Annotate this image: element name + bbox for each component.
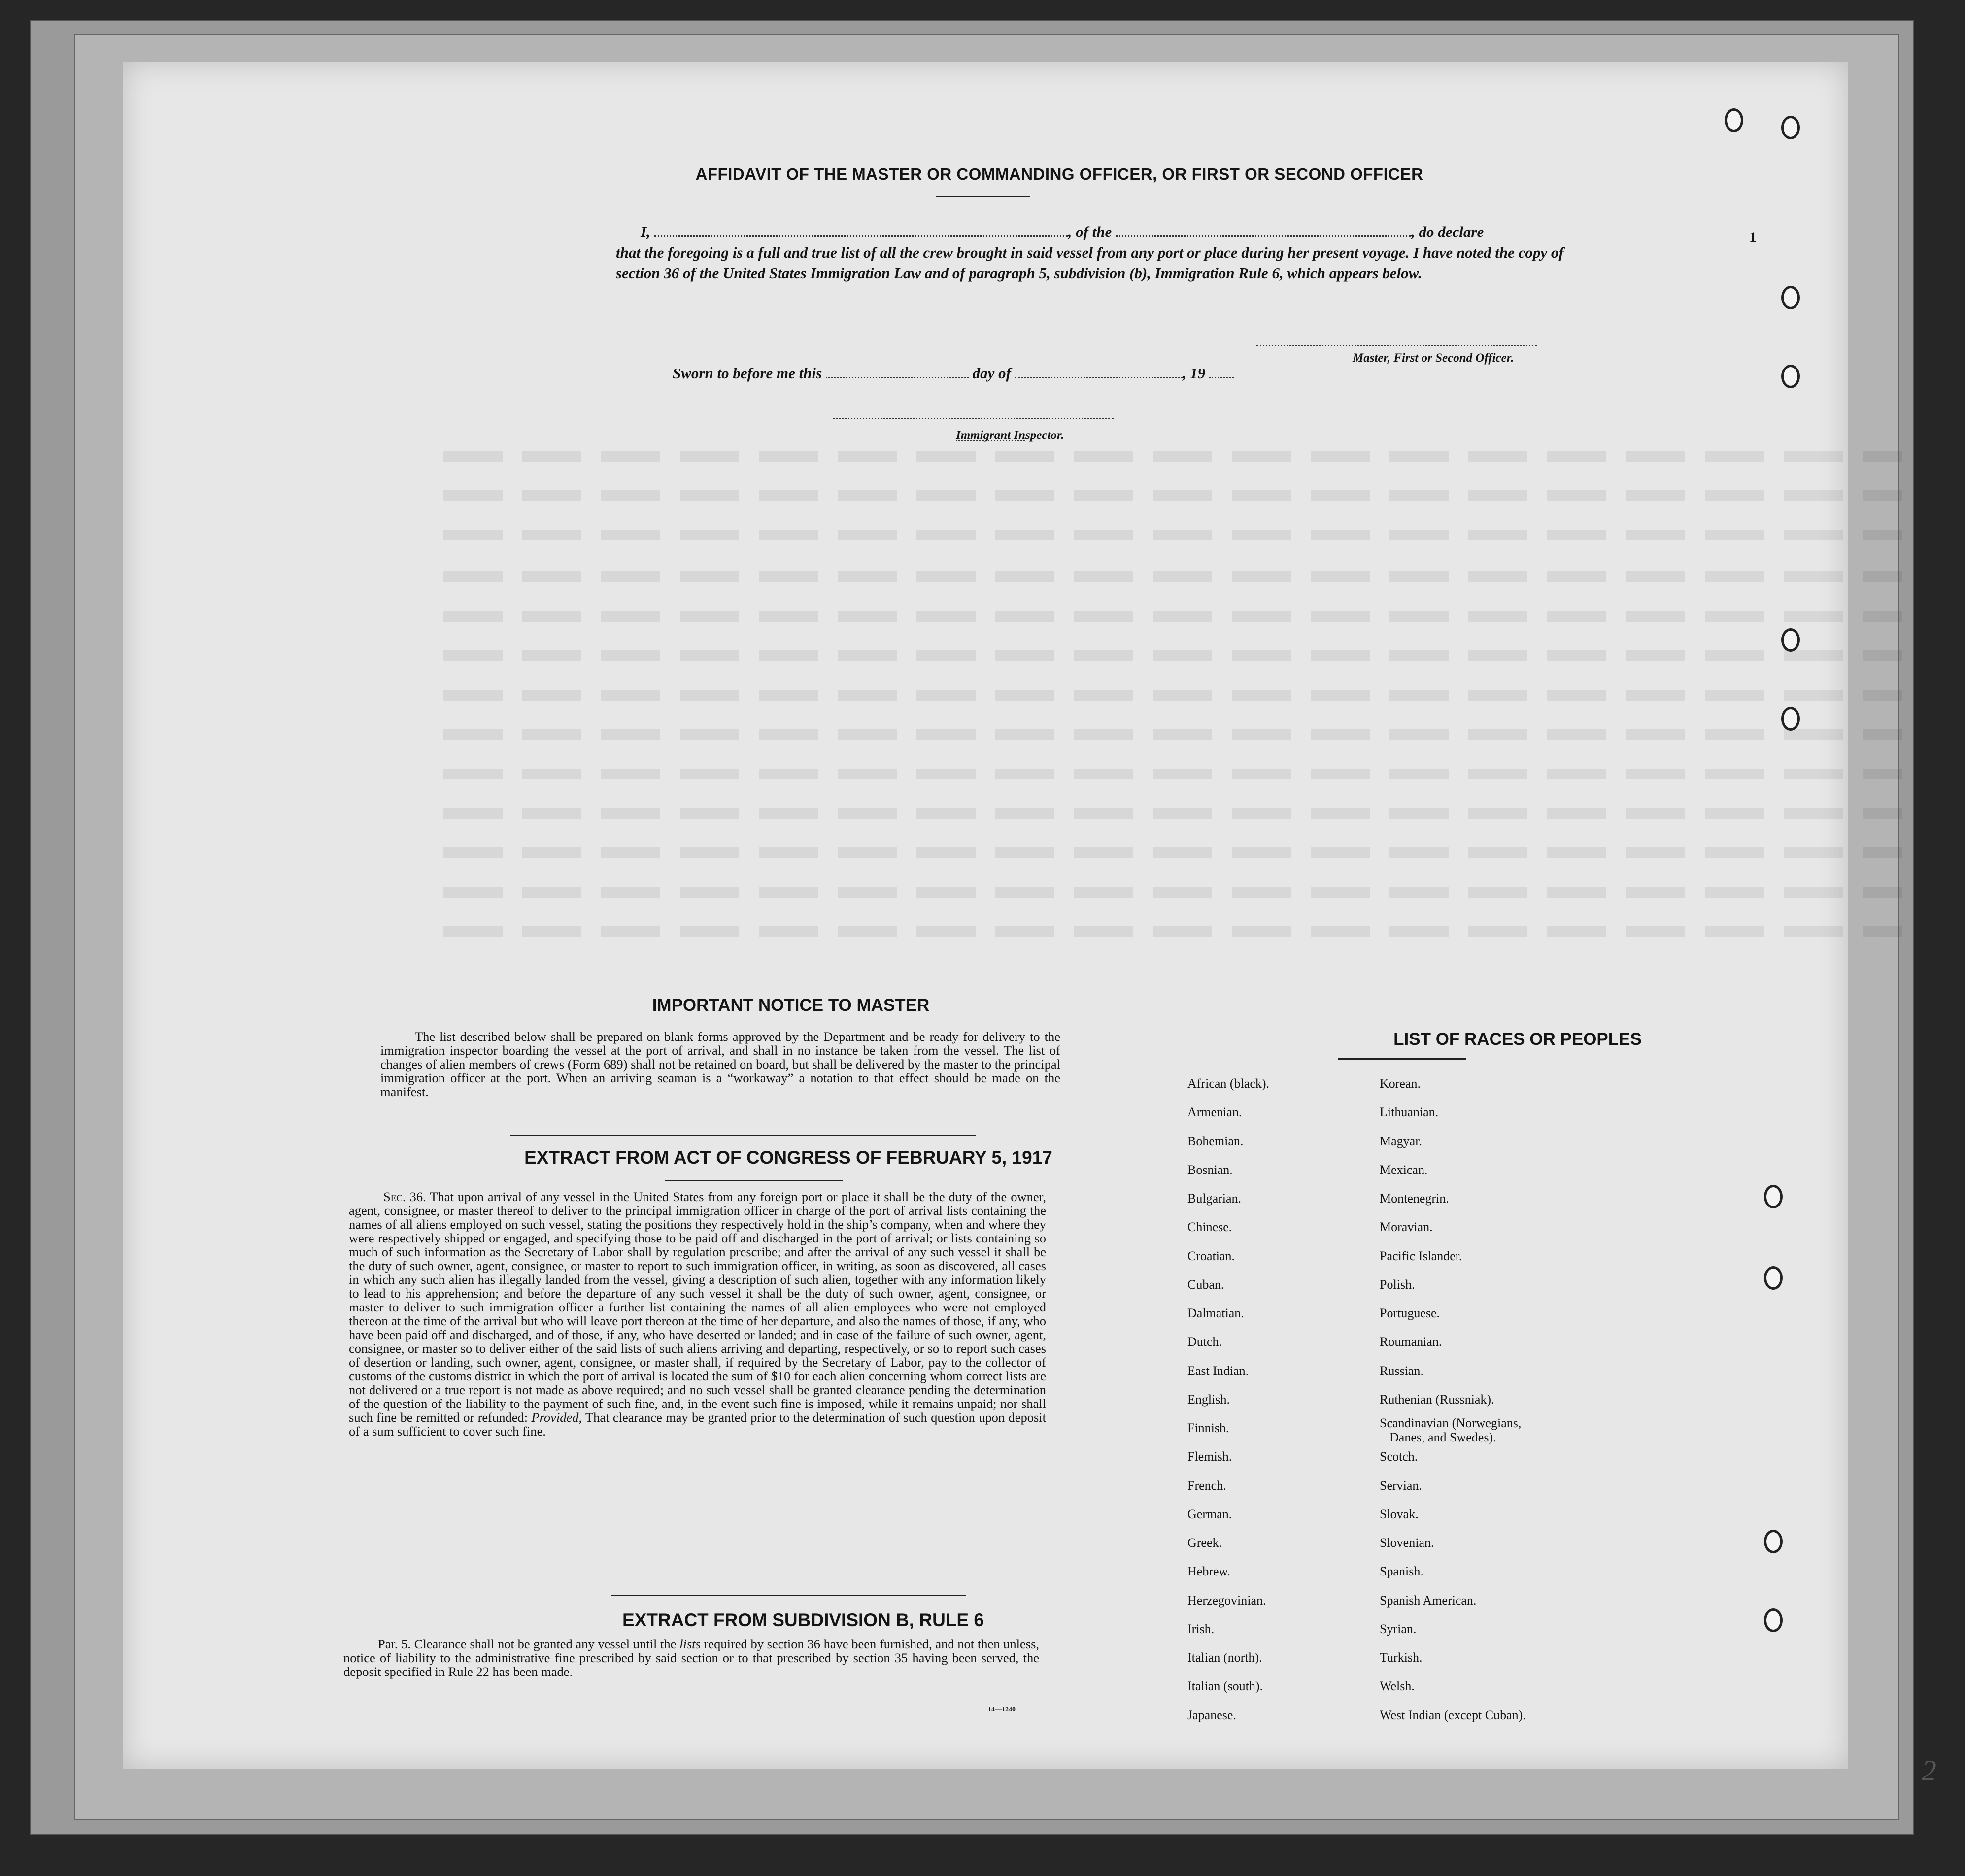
bleed-through-row xyxy=(443,690,1902,701)
rule-body-b: required by section 36 have been furnished, and not then unless, notice of liability to the administrative fine prescribed by said section or to that prescribed by section 35 having been served, the deposit specified in Rule 22 has been made. xyxy=(343,1637,1040,1679)
binder-hole xyxy=(1781,707,1800,731)
binder-hole xyxy=(1764,1608,1783,1632)
race-item: East Indian. xyxy=(1187,1364,1249,1378)
sworn-year-prefix: , 19 xyxy=(1182,365,1206,382)
affidavit-title: AFFIDAVIT OF THE MASTER OR COMMANDING OFFICER, OR FIRST OR SECOND OFFICER xyxy=(695,165,1423,183)
of-the-label: , of the xyxy=(1068,223,1112,240)
master-signature-caption: Master, First or Second Officer. xyxy=(1353,351,1514,365)
race-item: Turkish. xyxy=(1380,1650,1423,1665)
extract-rule-title: EXTRACT FROM SUBDIVISION B, RULE 6 xyxy=(622,1610,984,1630)
race-item: Scotch. xyxy=(1380,1449,1418,1464)
section-rule xyxy=(510,1135,976,1136)
pencil-annotation: 2 xyxy=(1922,1754,1936,1787)
rule-body-a: Par. 5. Clearance shall not be granted any vessel until the xyxy=(378,1637,677,1651)
declaration-line-1 xyxy=(616,222,1577,242)
race-item: West Indian (except Cuban). xyxy=(1380,1708,1526,1722)
race-item: German. xyxy=(1187,1507,1232,1521)
page-number: 1 xyxy=(1749,229,1757,245)
race-item: Pacific Islander. xyxy=(1380,1249,1462,1263)
race-item: Cuban. xyxy=(1187,1277,1224,1292)
sworn-prefix: Sworn to before me this xyxy=(673,365,822,382)
race-item: Scandinavian (Norwegians, xyxy=(1380,1416,1522,1430)
section-body: That upon arrival of any vessel in the United States from any foreign port or place it shall be the duty of the owner, agent, consignee, or master thereof to deliver to the principal immigration officer in charge of the port of arrival lists containing the names of all aliens employed on such vessel, stating the positions they respectively hold in the ship’s company, when and where they were respectively shipped or engaged, and specifying those to be paid off and discharged in the port of arrival; or lists containing so much of such information as the Secretary of Labor shall by regulation prescribe; and after the arrival of any such vessel it shall be the duty of such owner, agent, consignee, or master to report to such immigration officer, in writing, as soon as discovered, all cases in which any such alien has illegally landed from the vessel, giving a description of such alien, together with any information likely to lead to his apprehension; and before the departure of any such vessel it shall be the duty of such owner, agent, consignee, or master to deliver to such immigration officer a further list containing the names of all alien employees who were not employed thereon at the time of the arrival but who will leave port thereon at the time of her departure, and also the names of those, if any, who have been paid off and discharged, and of those, if any, who have deserted or landed; and in case of the failure of such owner, agent, consignee, or master so to deliver either of the said lists of such aliens arriving and departing, respectively, or so to report such cases of desertion or landing, such owner, agent, consignee, or master shall, if required by the Secretary of Labor, pay to the collector of customs of the customs district in which the port of arrival is located the sum of $10 for each alien concerning whom correct lists are not delivered or a true report is not made as above required; and no such vessel shall be granted clearance pending the determination of the question of the liability to the payment of such fine, and, in the event such fine is imposed, while it remains unpaid; nor shall such fine be remitted or refunded: xyxy=(349,1189,1046,1425)
section-label: Sec. 36. xyxy=(383,1189,426,1204)
affidavit-page xyxy=(123,62,1936,1787)
race-item: Mexican. xyxy=(1380,1163,1428,1177)
race-item: Italian (north). xyxy=(1187,1650,1262,1665)
race-item: Greek. xyxy=(1187,1536,1222,1550)
bleed-through-row xyxy=(443,530,1902,540)
binder-hole xyxy=(1781,628,1800,652)
sworn-month-blank[interactable] xyxy=(1015,377,1183,378)
race-item: Syrian. xyxy=(1380,1622,1417,1636)
bleed-through-row xyxy=(443,847,1902,858)
binder-hole xyxy=(1781,286,1800,309)
notice-body: The list described below shall be prepared on blank forms approved by the Department and be ready for delivery to the immigration inspector boarding the vessel at the port of arrival, and shall in no instance be taken from the vessel. The list of changes of alien members of crews (Form 689) shall not be retained on board, but shall be delivered by the master to the principal immigration officer at the port. When an arriving seaman is a “workaway” a notation to that effect should be made on the manifest. xyxy=(380,1029,1060,1099)
race-item: Lithuanian. xyxy=(1380,1105,1439,1119)
race-item: Bulgarian. xyxy=(1187,1191,1242,1206)
sworn-year-blank[interactable] xyxy=(1209,377,1234,378)
bleed-through-row xyxy=(443,769,1902,779)
race-item: Korean. xyxy=(1380,1076,1421,1091)
bleed-through-row xyxy=(443,808,1902,819)
section-rule xyxy=(611,1595,966,1596)
race-item: Servian. xyxy=(1380,1478,1422,1493)
declaration-body: that the foregoing is a full and true list of all the crew brought in said vessel from any port or place during her present voyage. I have noted the copy of section 36 of the United States Immigration Law and of paragraph 5, subdivision (b), Immigration Rule 6, which appears below. xyxy=(616,244,1564,282)
race-item: Dalmatian. xyxy=(1187,1306,1244,1320)
do-declare-label: , do declare xyxy=(1411,223,1484,240)
races-underline xyxy=(1338,1058,1466,1060)
race-item: Moravian. xyxy=(1380,1220,1433,1234)
proviso-word: Provided, xyxy=(531,1410,582,1425)
race-item: Welsh. xyxy=(1380,1679,1415,1693)
race-item: Armenian. xyxy=(1187,1105,1242,1119)
form-number: 14—1240 xyxy=(988,1706,1016,1713)
binder-hole xyxy=(1781,116,1800,139)
binder-hole xyxy=(1781,365,1800,388)
race-item: Ruthenian (Russniak). xyxy=(1380,1392,1494,1407)
race-item: Dutch. xyxy=(1187,1335,1222,1349)
binder-hole xyxy=(1764,1185,1783,1208)
race-item: Japanese. xyxy=(1187,1708,1236,1722)
race-item: Roumanian. xyxy=(1380,1335,1442,1349)
vessel-blank[interactable] xyxy=(1116,235,1411,237)
race-item: Croatian. xyxy=(1187,1249,1235,1263)
rule-6-text xyxy=(343,1637,1039,1678)
inspector-signature-line[interactable] xyxy=(833,418,1114,419)
race-item: Italian (south). xyxy=(1187,1679,1263,1693)
inspector-caption: Immigrant Inspector. xyxy=(956,429,1064,442)
i-label: I, xyxy=(641,223,650,240)
rule-body-italic: lists xyxy=(679,1637,701,1651)
race-item: Finnish. xyxy=(1187,1421,1229,1435)
extract-underline xyxy=(665,1180,843,1181)
races-title: LIST OF RACES OR PEOPLES xyxy=(1393,1030,1642,1049)
race-item: Herzegovinian. xyxy=(1187,1593,1266,1608)
bleed-through-row xyxy=(443,729,1902,740)
bleed-through-row xyxy=(443,451,1902,462)
declaration-block xyxy=(616,222,1577,284)
binder-hole xyxy=(1764,1266,1783,1290)
race-item: Portuguese. xyxy=(1380,1306,1440,1320)
race-item: Flemish. xyxy=(1187,1449,1232,1464)
race-item: Russian. xyxy=(1380,1364,1423,1378)
bleed-through-row xyxy=(443,887,1902,898)
race-item: Slovak. xyxy=(1380,1507,1419,1521)
race-item: Spanish. xyxy=(1380,1564,1423,1578)
binder-hole xyxy=(1725,108,1743,132)
race-item: Montenegrin. xyxy=(1380,1191,1449,1206)
race-item: Bosnian. xyxy=(1187,1163,1233,1177)
race-item: Danes, and Swedes). xyxy=(1389,1430,1496,1444)
bleed-through-row xyxy=(443,650,1902,661)
bleed-through-row xyxy=(443,926,1902,937)
race-item: Irish. xyxy=(1187,1622,1215,1636)
race-item: Bohemian. xyxy=(1187,1134,1244,1148)
section-36-text xyxy=(349,1190,1046,1438)
title-underline xyxy=(936,196,1030,197)
race-item: Magyar. xyxy=(1380,1134,1422,1148)
race-item: Spanish American. xyxy=(1380,1593,1477,1608)
proviso-rest: That clearance may be granted prior to the determination of such question upon deposit of a sum sufficient to cover such fine. xyxy=(349,1410,1047,1439)
notice-title: IMPORTANT NOTICE TO MASTER xyxy=(652,996,930,1015)
master-signature-line[interactable] xyxy=(1256,345,1537,346)
race-item: Chinese. xyxy=(1187,1220,1232,1234)
name-blank[interactable] xyxy=(654,235,1068,237)
binder-hole xyxy=(1764,1530,1783,1553)
race-item: Slovenian. xyxy=(1380,1536,1434,1550)
bleed-through-row xyxy=(443,611,1902,622)
race-item: French. xyxy=(1187,1478,1226,1493)
sworn-line xyxy=(673,365,1313,382)
sworn-day-of: day of xyxy=(972,365,1011,382)
bleed-through-row xyxy=(443,490,1902,501)
race-item: English. xyxy=(1187,1392,1230,1407)
race-item: Polish. xyxy=(1380,1277,1415,1292)
sworn-day-blank[interactable] xyxy=(826,377,969,378)
bleed-through-row xyxy=(443,571,1902,582)
extract-act-title: EXTRACT FROM ACT OF CONGRESS OF FEBRUARY 5, 1917 xyxy=(524,1147,1052,1168)
race-item: African (black). xyxy=(1187,1076,1270,1091)
race-item: Hebrew. xyxy=(1187,1564,1231,1578)
